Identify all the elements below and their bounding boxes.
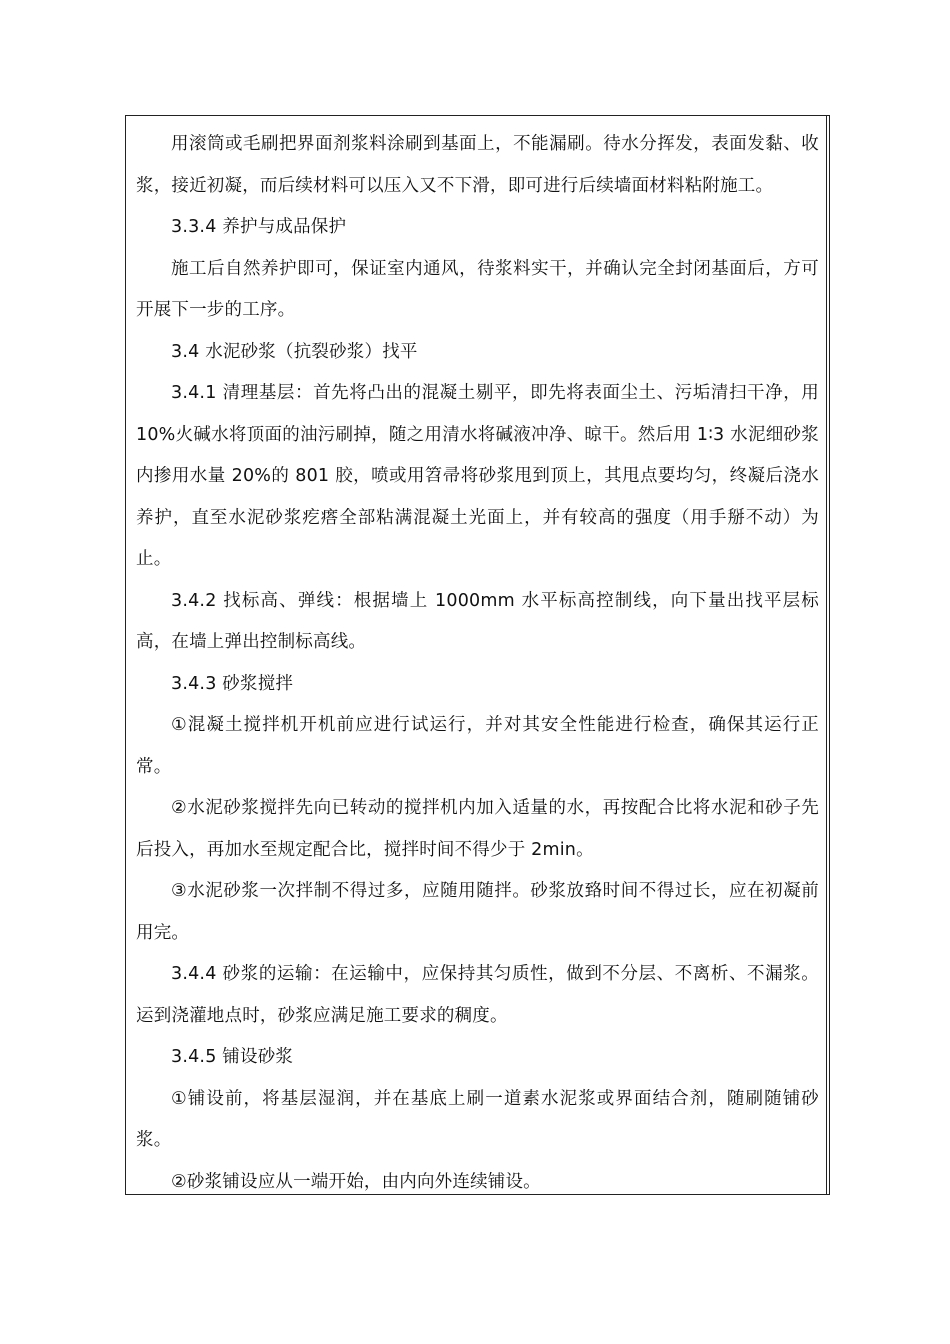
document-body (136, 124, 819, 1203)
heading-3-4-5: 3.4.5 铺设砂浆 (171, 1047, 294, 1067)
paragraph-3-4-4: 3.4.4 砂浆的运输：在运输中，应保持其匀质性，做到不分层、不离析、不漏浆。运到浇灌地点时，砂浆应满足施工要求的稠度。 (136, 964, 819, 1026)
list-item-1: ①混凝土搅拌机开机前应进行试运行，并对其安全性能进行检查，确保其运行正常。 (136, 715, 819, 777)
paragraph-3-4-1: 3.4.1 清理基层：首先将凸出的混凝土剔平，即先将表面尘土、污垢清扫干净，用 10%火碱水将顶面的油污刷掉，随之用清水将碱液冲净、晾干。然后用 1∶3 水泥细砂浆内掺用水量 20%的 801 胶，喷或用笤帚将砂浆甩到顶上，其甩点要均匀，终凝后浇水养护，直至水泥砂浆疙瘩全部粘满混凝土光面上，并有较高的强度（用手掰不动）为止。 (136, 383, 819, 569)
paragraph-curing: 施工后自然养护即可，保证室内通风，待浆料实干，并确认完全封闭基面后，方可开展下一步的工序。 (136, 258, 819, 320)
document-table-frame (125, 115, 830, 1195)
heading-3-3-4: 3.3.4 养护与成品保护 (171, 217, 347, 237)
heading-3-4-3: 3.4.3 砂浆搅拌 (171, 673, 294, 694)
paragraph-interface-agent: 用滚筒或毛刷把界面剂浆料涂刷到基面上，不能漏刷。待水分挥发，表面发黏、收浆，接近初凝，而后续材料可以压入又不下滑，即可进行后续墙面材料粘附施工。 (136, 134, 819, 196)
list-item-5: ②砂浆铺设应从一端开始，由内向外连续铺设。 (171, 1171, 541, 1192)
heading-3-4: 3.4 水泥砂浆（抗裂砂浆）找平 (171, 341, 418, 362)
list-item-2: ②水泥砂浆搅拌先向已转动的搅拌机内加入适量的水，再按配合比将水泥和砂子先后投入，再加水至规定配合比，搅拌时间不得少于 2min。 (136, 798, 819, 860)
paragraph-3-4-2: 3.4.2 找标高、弹线：根据墙上 1000mm 水平标高控制线，向下量出找平层标高，在墙上弹出控制标高线。 (136, 590, 819, 652)
list-item-4: ①铺设前，将基层湿润，并在基底上刷一道素水泥浆或界面结合剂，随刷随铺砂浆。 (136, 1088, 819, 1150)
list-item-3: ③水泥砂浆一次拌制不得过多，应随用随拌。砂浆放臵时间不得过长，应在初凝前用完。 (136, 881, 819, 943)
